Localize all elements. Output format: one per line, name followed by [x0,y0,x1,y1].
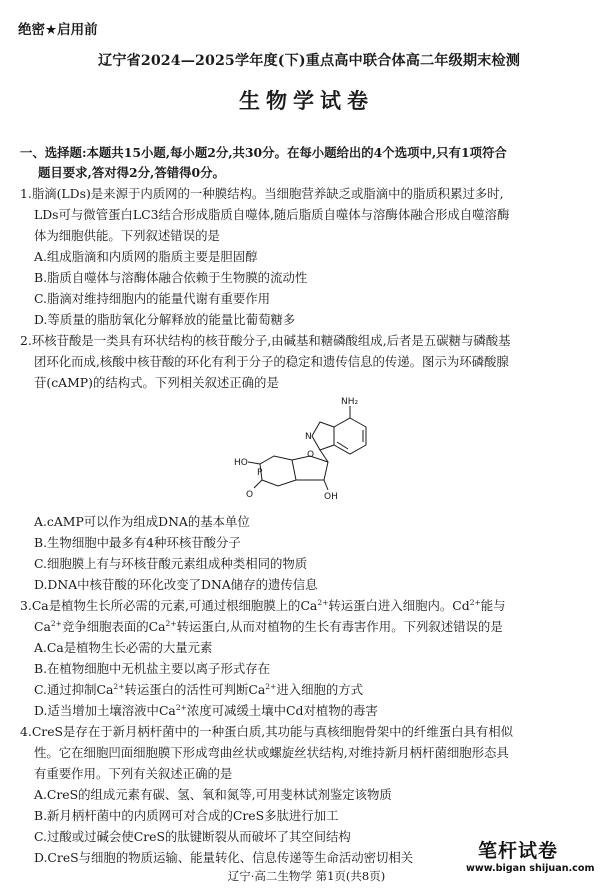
structure-label-nh2: NH₂ [341,397,359,407]
camp-structure-diagram [232,396,412,504]
q2-option-c: C.细胞膜上有与环核苷酸元素组成种类相同的物质 [34,556,308,571]
watermark-brand: 笔杆试卷 [478,840,559,862]
structure-label-p: P [257,468,263,478]
q2-option-a: A.cAMP可以作为组成DNA的基本单位 [34,514,250,529]
q1-option-a: A.组成脂滴和内质网的脂质主要是胆固醇 [34,249,258,264]
q3-stem-line-1: 3.Ca是植物生长所必需的元素,可通过根细胞膜上的$Ca^{2+}$转运蛋白进入细胞内。$Cd^{2+}$能与 [20,598,506,613]
q3-option-c: C.通过抑制$Ca^{2+}$转运蛋白的活性可判断$Ca^{2+}$进入细胞的方式 [34,682,364,697]
paper-title: 生物学试卷 [239,88,374,113]
q2-stem-line-2: 团环化而成,核酸中核苷酸的环化有利于分子的稳定和遗传信息的传递。图示为环磷酸腺 [34,354,509,369]
q4-option-a: A.CreS的组成元素有碳、氢、氧和氮等,可用斐林试剂鉴定该物质 [34,787,392,802]
q1-option-d: D.等质量的脂肪氧化分解释放的能量比葡萄糖多 [34,312,296,327]
confidential-mark: 绝密★启用前 [18,22,98,38]
q2-option-d: D.DNA中核苷酸的环化改变了DNA储存的遗传信息 [34,577,318,592]
q2-option-b: B.生物细胞中最多有4种环核苷酸分子 [34,535,241,550]
q3-option-a: A.Ca是植物生长必需的大量元素 [34,640,213,655]
q4-stem-line-2: 性。它在细胞凹面细胞膜下形成弯曲丝状或螺旋丝状结构,对维持新月柄杆菌细胞形态具 [34,745,509,760]
q2-stem-line-1: 2.环核苷酸是一类具有环状结构的核苷酸分子,由碱基和糖磷酸组成,后者是五碳糖与磷酸基 [20,333,511,348]
structure-label-o-phosphate: O [246,490,254,500]
exam-title: 辽宁省2024—2025学年度(下)重点高中联合体高二年级期末检测 [97,53,520,69]
q4-option-b: B.新月柄杆菌中的内质网可对合成的CreS多肽进行加工 [34,808,339,823]
q3-option-b: B.在植物细胞中无机盐主要以离子形式存在 [34,661,271,676]
q3-option-d: D.适当增加土壤溶液中$Ca^{2+}$浓度可减缓土壤中Cd对植物的毒害 [34,703,378,718]
section-instruction-line-2: 题目要求,答对得2分,答错得0分。 [38,165,225,180]
q1-option-c: C.脂滴对维持细胞内的能量代谢有重要作用 [34,291,271,306]
structure-label-o-ring: O [307,450,315,460]
q1-stem-line-3: 体为细胞供能。下列叙述错误的是 [34,228,220,243]
structure-label-oh: OH [324,492,338,502]
structure-label-ho: HO [234,458,248,468]
q4-option-d: D.CreS与细胞的物质运输、能量转化、信息传递等生命活动密切相关 [34,850,414,865]
page-footer: 辽宁·高二生物学 第1页(共8页) [227,869,386,883]
structure-label-n: N [305,432,312,442]
q4-option-c: C.过酸或过碱会使CreS的肽键断裂从而破坏了其空间结构 [34,829,351,844]
q4-stem-line-1: 4.CreS是存在于新月柄杆菌中的一种蛋白质,其功能与真核细胞骨架中的纤维蛋白具有相似 [20,724,514,739]
section-instruction-line-1: 一、选择题:本题共15小题,每小题2分,共30分。在每小题给出的4个选项中,只有1项符合 [20,145,507,160]
q4-stem-line-3: 有重要作用。下列有关叙述正确的是 [34,766,233,781]
q3-stem-line-2: $Ca^{2+}$竞争细胞表面的$Ca^{2+}$转运蛋白,从而对植物的生长有毒害作用。下列叙述错误的是 [34,619,503,634]
watermark-url: www.bigan shijuan.com [466,863,595,874]
q1-option-b: B.脂质自噬体与溶酶体融合依赖于生物膜的流动性 [34,270,308,285]
q1-stem-line-1: 1.脂滴(LDs)是来源于内质网的一种膜结构。当细胞营养缺乏或脂滴中的脂质积累过多时, [20,186,504,201]
q2-stem-line-3: 苷(cAMP)的结构式。下列相关叙述正确的是 [34,375,279,390]
q1-stem-line-2: LDs可与微管蛋白LC3结合形成脂质自噬体,随后脂质自噬体与溶酶体融合形成自噬溶酶 [34,207,510,222]
